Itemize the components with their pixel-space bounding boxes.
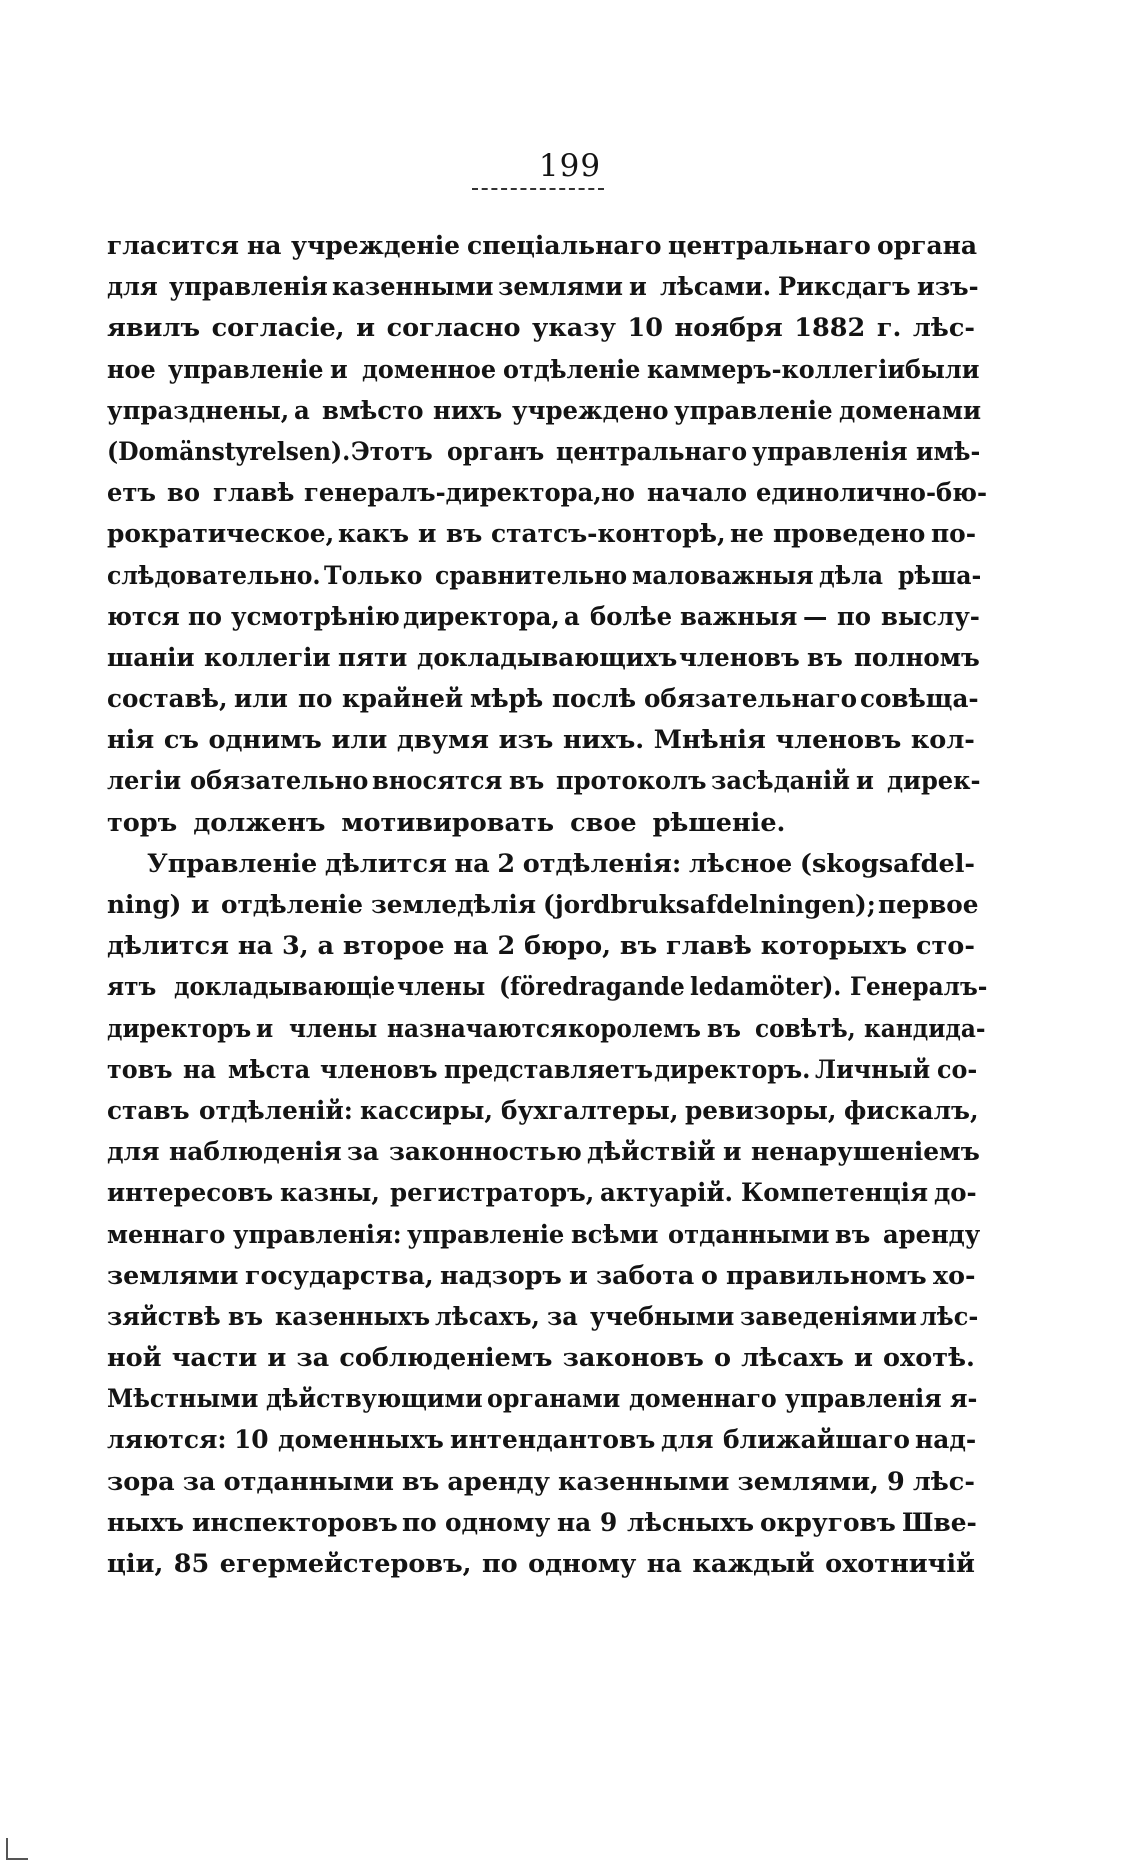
- text-line: явилъ согласіе, и согласно указу 10 ноября 1882 г. лѣс-: [107, 313, 975, 344]
- text-line: ной части и за соблюденіемъ законовъ о лѣсахъ и охотѣ.: [107, 1343, 975, 1374]
- text-line: ставъ отдѣленій: кассиры, бухгалтеры, ревизоры, фискалъ,: [107, 1095, 980, 1126]
- text-line: Мѣстными дѣйствующими органами доменнаго управленія я-: [107, 1384, 977, 1415]
- text-line: для наблюденія за законностью дѣйствій и ненарушеніемъ: [107, 1137, 981, 1168]
- text-line: для управленія казенными землями и лѣсами. Риксдагъ изъ-: [107, 272, 979, 303]
- text-line: упразднены, а вмѣсто нихъ учреждено управленіе доменами: [107, 395, 982, 426]
- text-line: нія съ однимъ или двумя изъ нихъ. Мнѣнія членовъ кол-: [107, 725, 975, 756]
- page-number: 199: [538, 148, 602, 184]
- text-line: составѣ, или по крайней мѣрѣ послѣ обязательнаго совѣща-: [107, 684, 980, 715]
- text-line: зора за отданными въ аренду казенными землями, 9 лѣс-: [107, 1466, 975, 1497]
- text-line: ныхъ инспекторовъ по одному на 9 лѣсныхъ округовъ Шве-: [107, 1507, 977, 1538]
- text-line: ляются: 10 доменныхъ интендантовъ для ближайшаго над-: [107, 1425, 977, 1456]
- body-text: [107, 226, 988, 1585]
- text-line: дѣлится на 3, а второе на 2 бюро, въ главѣ которыхъ сто-: [107, 931, 975, 962]
- text-line: интересовъ казны, регистраторъ, актуарій. Компетенція до-: [107, 1178, 977, 1209]
- text-line: слѣдовательно. Только сравнительно маловажныя дѣла рѣша-: [107, 560, 982, 591]
- text-line: товъ на мѣста членовъ представляетъ директоръ. Личный со-: [107, 1054, 978, 1085]
- text-line: ются по усмотрѣнію директора, а болѣе важныя — по выслу-: [107, 601, 980, 632]
- text-line: гласится на учрежденіе спеціальнаго центральнаго органа: [107, 231, 978, 261]
- text-line: меннаго управленія: управленіе всѣми отданными въ аренду: [107, 1219, 980, 1250]
- text-line: директоръ и члены назначаются королемъ въ совѣтѣ, кандида-: [107, 1013, 986, 1044]
- text-line: ціи, 85 егермейстеровъ, по одному на каждый охотничій: [107, 1549, 975, 1579]
- text-line: шаніи коллегіи пяти докладывающихъ членовъ въ полномъ: [107, 642, 981, 673]
- stray-mark: [6, 1858, 28, 1860]
- text-line: ning) и отдѣленіе земледѣлія (jordbruksafdelningen); первое: [107, 890, 979, 920]
- stray-mark: [6, 1838, 8, 1860]
- text-line: зяйствѣ въ казенныхъ лѣсахъ, за учебными заведеніями лѣс-: [107, 1301, 979, 1332]
- page-number-rule: [472, 188, 604, 190]
- text-line: рократическое, какъ и въ статсъ-конторѣ, не проведено по-: [107, 519, 977, 550]
- text-line: ное управленіе и доменное отдѣленіе каммеръ-коллегіи были: [107, 354, 980, 385]
- text-line: легіи обязательно вносятся въ протоколъ засѣданій и дирек-: [107, 766, 981, 797]
- text-line: (Domänstyrelsen). Этотъ органъ центральнаго управленія имѣ-: [107, 436, 980, 467]
- text-line: етъ во главѣ генералъ-директора, но начало единолично-бю-: [107, 478, 987, 509]
- text-line: торъ долженъ мотивировать свое рѣшеніе.: [107, 807, 786, 838]
- text-line: Управленіе дѣлится на 2 отдѣленія: лѣсное (skogsafdel-: [147, 848, 975, 879]
- text-line: ятъ докладывающіе члены (föredragande ledamöter). Генералъ-: [107, 972, 988, 1003]
- text-line: землями государства, надзоръ и забота о правильномъ хо-: [107, 1260, 976, 1291]
